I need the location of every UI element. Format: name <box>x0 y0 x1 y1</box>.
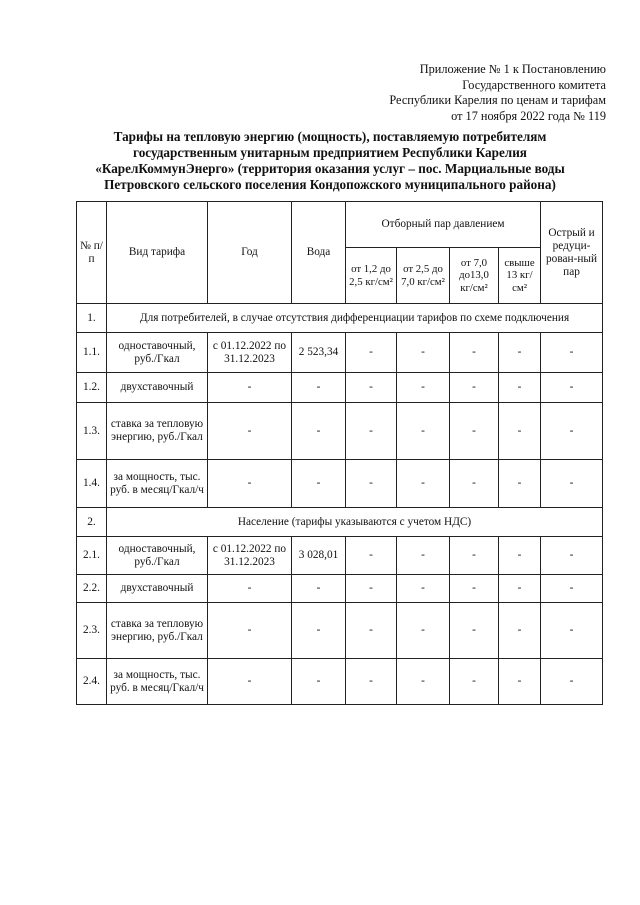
table-row <box>77 603 603 659</box>
row-sharp-steam: - <box>541 460 603 508</box>
row-pressure-3: - <box>450 333 499 373</box>
row-water: - <box>292 659 346 705</box>
header-type: Вид тарифа <box>107 202 208 304</box>
row-pressure-2: - <box>397 659 450 705</box>
row-num: 2.4. <box>77 659 107 705</box>
table-row <box>77 659 603 705</box>
row-water: - <box>292 373 346 403</box>
row-year: - <box>208 575 292 603</box>
row-pressure-3: - <box>450 603 499 659</box>
title-line: Петровского сельского поселения Кондопожского муниципального района) <box>104 177 556 192</box>
table-row <box>77 373 603 403</box>
annex-line: Государственного комитета <box>462 77 606 92</box>
row-num: 2.1. <box>77 537 107 575</box>
row-pressure-1: - <box>346 659 397 705</box>
row-sharp-steam: - <box>541 333 603 373</box>
document-title <box>60 129 600 193</box>
row-sharp-steam: - <box>541 403 603 460</box>
row-pressure-2: - <box>397 603 450 659</box>
section-title: Население (тарифы указываются с учетом НДС) <box>107 508 603 537</box>
header-water: Вода <box>292 202 346 304</box>
table-row <box>77 460 603 508</box>
row-pressure-2: - <box>397 333 450 373</box>
title-line: государственным унитарным предприятием Республики Карелия <box>133 145 527 160</box>
row-water: 3 028,01 <box>292 537 346 575</box>
header-steam: Отборный пар давлением <box>346 202 541 248</box>
row-pressure-1: - <box>346 333 397 373</box>
row-pressure-3: - <box>450 537 499 575</box>
row-pressure-1: - <box>346 603 397 659</box>
header-num: № п/п <box>77 202 107 304</box>
row-num: 1.3. <box>77 403 107 460</box>
section-row <box>77 304 603 333</box>
row-type: за мощность, тыс. руб. в месяц/Гкал/ч <box>107 460 208 508</box>
row-num: 2.2. <box>77 575 107 603</box>
row-type: за мощность, тыс. руб. в месяц/Гкал/ч <box>107 659 208 705</box>
row-type: ставка за тепловую энергию, руб./Гкал <box>107 403 208 460</box>
row-pressure-4: - <box>499 603 541 659</box>
row-pressure-4: - <box>499 373 541 403</box>
section-row <box>77 508 603 537</box>
row-num: 1.2. <box>77 373 107 403</box>
row-pressure-2: - <box>397 373 450 403</box>
row-pressure-4: - <box>499 659 541 705</box>
table-row <box>77 403 603 460</box>
row-pressure-1: - <box>346 575 397 603</box>
row-pressure-1: - <box>346 403 397 460</box>
row-pressure-3: - <box>450 373 499 403</box>
row-pressure-4: - <box>499 575 541 603</box>
row-type: двухставочный <box>107 373 208 403</box>
row-water: 2 523,34 <box>292 333 346 373</box>
row-pressure-2: - <box>397 537 450 575</box>
row-num: 1.1. <box>77 333 107 373</box>
header-pressure-3: от 7,0 до13,0 кг/см² <box>450 248 499 304</box>
row-water: - <box>292 403 346 460</box>
row-pressure-2: - <box>397 575 450 603</box>
row-pressure-1: - <box>346 373 397 403</box>
row-num: 2.3. <box>77 603 107 659</box>
row-pressure-4: - <box>499 403 541 460</box>
row-year: - <box>208 603 292 659</box>
row-pressure-1: - <box>346 537 397 575</box>
header-pressure-4: свыше 13 кг/см² <box>499 248 541 304</box>
row-type: одноставочный, руб./Гкал <box>107 537 208 575</box>
row-water: - <box>292 603 346 659</box>
section-num: 1. <box>77 304 107 333</box>
row-pressure-1: - <box>346 460 397 508</box>
tariff-table <box>76 201 603 705</box>
header-year: Год <box>208 202 292 304</box>
row-year: с 01.12.2022 по 31.12.2023 <box>208 333 292 373</box>
row-type: ставка за тепловую энергию, руб./Гкал <box>107 603 208 659</box>
row-pressure-3: - <box>450 659 499 705</box>
section-num: 2. <box>77 508 107 537</box>
row-pressure-4: - <box>499 333 541 373</box>
row-water: - <box>292 460 346 508</box>
row-pressure-4: - <box>499 537 541 575</box>
row-sharp-steam: - <box>541 603 603 659</box>
row-sharp-steam: - <box>541 537 603 575</box>
annex-line: от 17 ноября 2022 года № 119 <box>451 108 606 123</box>
row-pressure-2: - <box>397 403 450 460</box>
table-row <box>77 537 603 575</box>
annex-line: Республики Карелия по ценам и тарифам <box>389 93 606 107</box>
header-pressure-1: от 1,2 до 2,5 кг/см² <box>346 248 397 304</box>
row-sharp-steam: - <box>541 575 603 603</box>
row-sharp-steam: - <box>541 659 603 705</box>
row-year: с 01.12.2022 по 31.12.2023 <box>208 537 292 575</box>
row-type: двухставочный <box>107 575 208 603</box>
title-line: Тарифы на тепловую энергию (мощность), поставляемую потребителям <box>113 129 547 144</box>
header-sharp-steam: Острый и редуци-рован-ный пар <box>541 202 603 304</box>
row-sharp-steam: - <box>541 373 603 403</box>
row-water: - <box>292 575 346 603</box>
row-pressure-2: - <box>397 460 450 508</box>
row-year: - <box>208 373 292 403</box>
row-pressure-3: - <box>450 403 499 460</box>
row-year: - <box>208 460 292 508</box>
annex-line: Приложение № 1 к Постановлению <box>419 62 606 76</box>
row-year: - <box>208 659 292 705</box>
header-pressure-2: от 2,5 до 7,0 кг/см² <box>397 248 450 304</box>
row-pressure-4: - <box>499 460 541 508</box>
row-pressure-3: - <box>450 575 499 603</box>
annex-note <box>389 62 606 124</box>
table-row <box>77 575 603 603</box>
row-year: - <box>208 403 292 460</box>
row-num: 1.4. <box>77 460 107 508</box>
section-title: Для потребителей, в случае отсутствия дифференциации тарифов по схеме подключения <box>107 304 603 333</box>
row-pressure-3: - <box>450 460 499 508</box>
table-row <box>77 333 603 373</box>
title-line: «КарелКоммунЭнерго» (территория оказания услуг – пос. Марциальные воды <box>95 161 565 176</box>
row-type: одноставочный, руб./Гкал <box>107 333 208 373</box>
